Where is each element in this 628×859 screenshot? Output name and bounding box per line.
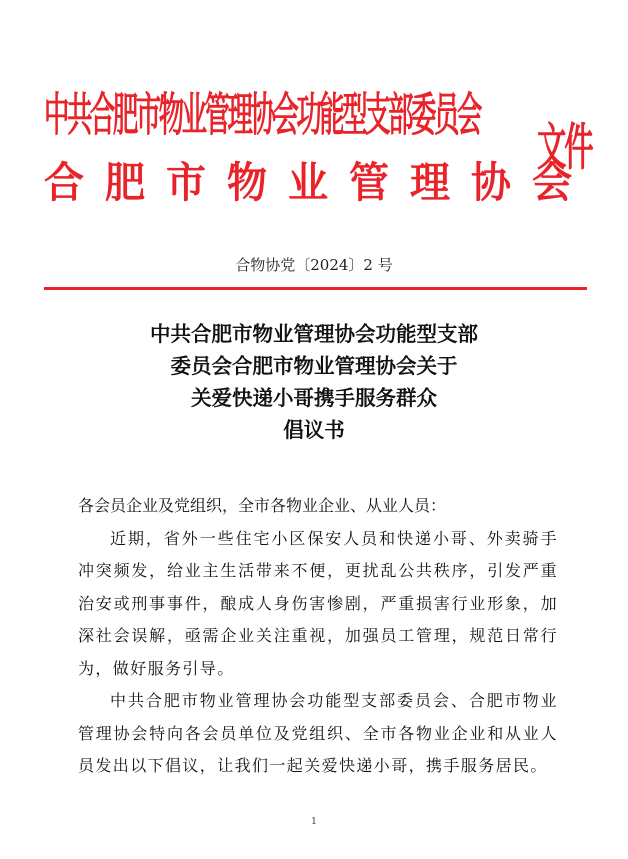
body-paragraph: 中共合肥市物业管理协会功能型支部委员会、合肥市物业管理协会特向各会员单位及党组织、全市各物业企业和从业人员发出以下倡议，让我们一起关爱快递小哥，携手服务居民。 — [78, 691, 558, 775]
title-line: 关爱快递小哥携手服务群众 — [191, 386, 437, 410]
page-number: 1 — [311, 817, 317, 827]
red-divider — [44, 287, 587, 290]
document-suffix: 文件 — [537, 117, 592, 177]
issuer-name-line-1: 中共合肥市物业管理协会功能型支部委员会 — [44, 88, 480, 142]
salutation: 各会员企业及党组织，全市各物业企业、从业人员： — [78, 496, 447, 515]
title-line: 委员会合肥市物业管理协会关于 — [170, 354, 458, 378]
title-line: 中共合肥市物业管理协会功能型支部 — [150, 322, 478, 346]
issuer-name-line-2: 合肥市物业管理协会 — [44, 159, 593, 208]
document-title — [0, 318, 628, 446]
body-paragraph: 近期，省外一些住宅小区保安人员和快递小哥、外卖骑手冲突频发，给业主生活带来不便，更扰乱公共秩序，引发严重治安或刑事事件，酿成人身伤害惨剧，严重损害行业形象，加深社会误解，亟需企业关注重视，加强员工管理，规范日常行为，做好服务引导。 — [78, 528, 558, 678]
document-body — [78, 490, 558, 783]
title-line: 倡议书 — [283, 418, 345, 442]
document-number: 合物协党〔2024〕2 号 — [235, 256, 393, 274]
